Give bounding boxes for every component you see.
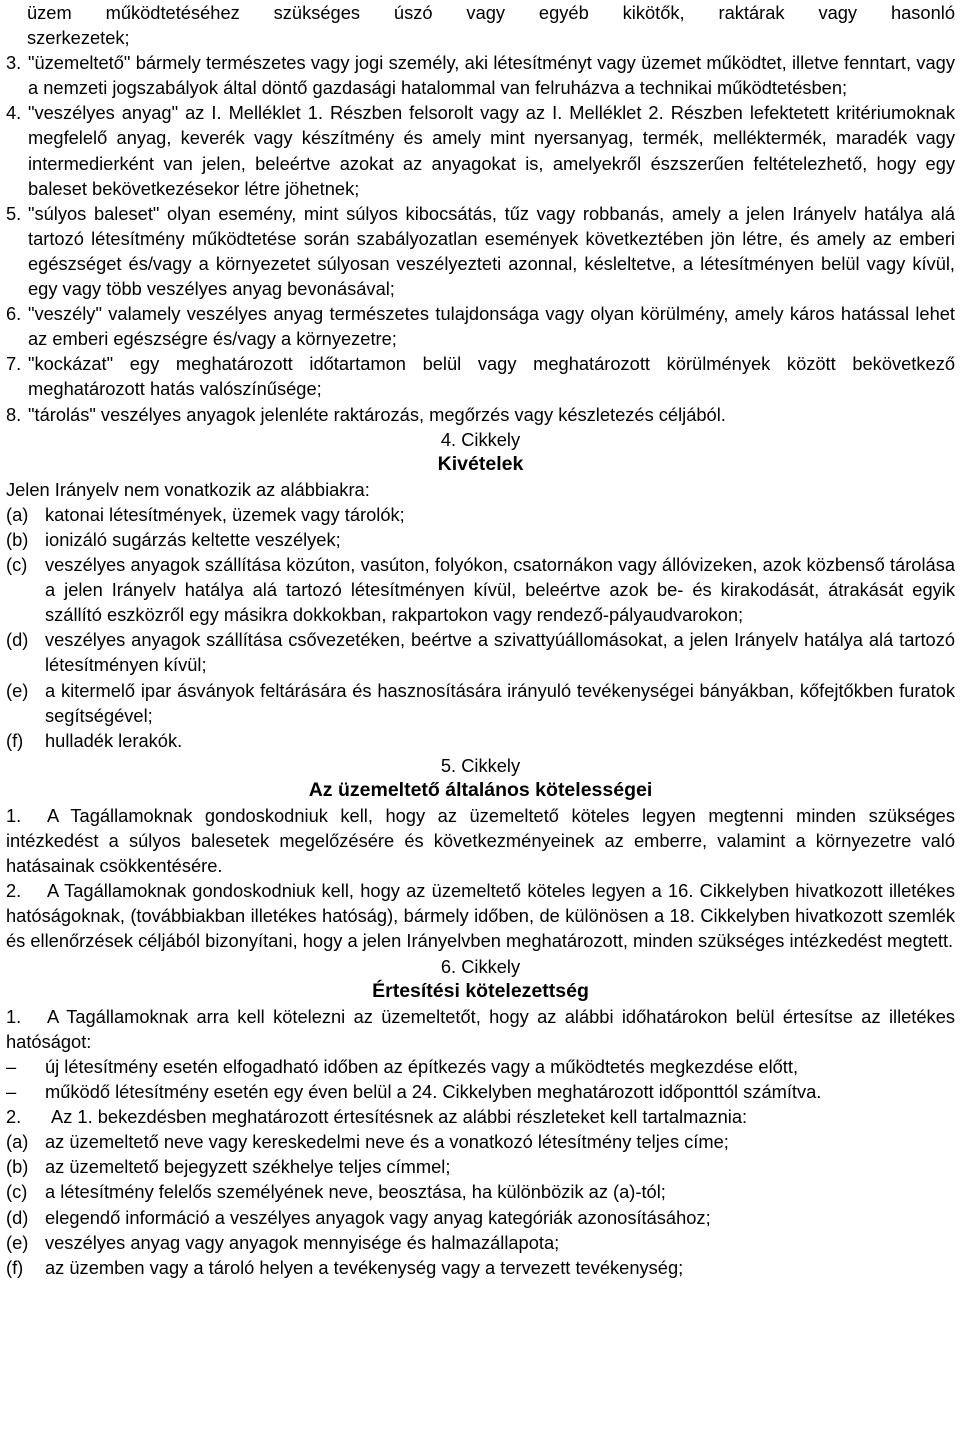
list-item (6, 527, 955, 552)
list-item (6, 1255, 955, 1280)
list-item-text: a kitermelő ipar ásványok feltárására és hasznosítására irányuló tevékenységei bányákban, kőfejtőkben furatok segítségével; (45, 679, 955, 726)
list-item (6, 1154, 955, 1179)
paragraph-text: A Tagállamoknak gondoskodniuk kell, hogy az üzemeltető köteles legyen a 16. Cikkelyben hivatkozott illetékes hatóságoknak, (továbbiakban illetékes hatóság), bármely időben, de különösen a 18. Cikkelyben hivatkozott szemlék és ellenőrzések céljából bizonyítani, hogy a jelen Irányelvben meghatározott, minden szükséges intézkedést megtett. (6, 880, 955, 952)
definition-item (6, 301, 955, 351)
dash-item (6, 1054, 955, 1079)
article-6-paragraph-1 (6, 1004, 955, 1054)
article-6-paragraph-2 (6, 1104, 955, 1129)
definition-number: 4. (6, 102, 22, 124)
list-item (6, 728, 955, 753)
list-item-text: elegendő információ a veszélyes anyagok vagy anyag kategóriák azonosításához; (45, 1206, 711, 1228)
definition-number: 8. (6, 403, 22, 425)
list-item-text: az üzemeltető bejegyzett székhelye teljes címmel; (45, 1156, 451, 1178)
article-5-paragraph (6, 878, 955, 953)
dash-item-text: új létesítmény esetén elfogadható időben az építkezés vagy a működtetés megkezdése előtt, (45, 1055, 799, 1077)
article-4-number: 4. Cikkely (440, 428, 521, 450)
list-item (6, 1230, 955, 1255)
article-4-intro: Jelen Irányelv nem vonatkozik az alábbiakra: (6, 478, 370, 500)
definition-text: "veszély" valamely veszélyes anyag természetes tulajdonsága vagy olyan körülmény, amely káros hatással lehet az emberi egészségre és/vagy a környezetre; (28, 303, 955, 350)
list-item-text: hulladék lerakók. (45, 729, 183, 751)
list-item (6, 552, 955, 627)
article-6-title: Értesítési kötelezettség (372, 979, 589, 1002)
list-item-label: (e) (6, 1231, 29, 1253)
paragraph-text: Az 1. bekezdésben meghatározott értesítésnek az alábbi részleteket kell tartalmaznia: (51, 1106, 748, 1128)
list-item-label: (d) (6, 629, 29, 651)
list-item-text: az üzemeltető neve vagy kereskedelmi neve és a vonatkozó létesítmény teljes címe; (45, 1131, 729, 1153)
dash-item (6, 1079, 955, 1104)
dash-icon: – (6, 1055, 17, 1077)
list-item-label: (d) (6, 1206, 29, 1228)
paragraph-number: 2. (6, 880, 22, 902)
definition-item (6, 201, 955, 301)
list-item (6, 678, 955, 728)
list-item-text: a létesítmény felelős személyének neve, beosztása, ha különbözik az (a)-tól; (45, 1181, 666, 1203)
continued-line-1: üzem működtetéséhez szükséges úszó vagy egyéb kikötők, raktárak vagy hasonló (27, 2, 955, 23)
article-6-number: 6. Cikkely (440, 955, 521, 977)
definitions-list (6, 50, 955, 426)
definition-item (6, 402, 955, 427)
article-6-dash-list (6, 1054, 955, 1104)
definition-text: "kockázat" egy meghatározott időtartamon belül vagy meghatározott körülmények között bekövetkező meghatározott hatás valószínűsége; (28, 353, 955, 400)
list-item-label: (e) (6, 679, 29, 701)
list-item-text: veszélyes anyagok szállítása csővezetéken, beértve a szivattyúállomásokat, a jelen Irányelv hatálya alá tartozó létesítményen kívül; (45, 629, 955, 676)
list-item-text: ionizáló sugárzás keltette veszélyek; (45, 528, 341, 550)
article-6-list (6, 1129, 955, 1280)
definition-number: 3. (6, 52, 22, 74)
paragraph-text: A Tagállamoknak gondoskodniuk kell, hogy az üzemeltető köteles legyen megtenni minden szükséges intézkedést a súlyos balesetek megelőzésére és következményeinek az emberre, valamint a környezetre való hatásainak csökkentésére. (6, 805, 955, 877)
list-item-label: (a) (6, 503, 29, 525)
definition-number: 5. (6, 202, 22, 224)
article-4-title: Kivételek (437, 452, 524, 475)
definition-text: "súlyos baleset" olyan esemény, mint súlyos kibocsátás, tűz vagy robbanás, amely a jelen Irányelv hatálya alá tartozó létesítmény működtetése során szabályozatlan események következtében jön létre, és amely az emberi egészséget és/vagy a környezetet súlyosan veszélyezteti azonnal, késleltetve, a létesítményen belül vagy kívül, egy vagy több veszélyes anyag bevonásával; (28, 202, 955, 300)
list-item-label: (f) (6, 1256, 24, 1278)
list-item (6, 1129, 955, 1154)
definition-item (6, 351, 955, 401)
continued-definition (6, 0, 955, 50)
article-5-title: Az üzemeltető általános kötelességei (308, 778, 653, 801)
list-item-label: (c) (6, 554, 28, 576)
list-item-label: (c) (6, 1181, 28, 1203)
definition-item (6, 50, 955, 100)
definition-number: 6. (6, 303, 22, 325)
list-item-text: az üzemben vagy a tároló helyen a tevékenység vagy a tervezett tevékenység; (45, 1256, 684, 1278)
continued-line-2: szerkezetek; (27, 27, 130, 49)
list-item (6, 1179, 955, 1204)
definition-item (6, 100, 955, 200)
list-item-label: (b) (6, 528, 29, 550)
definition-text: "üzemeltető" bármely természetes vagy jogi személy, aki létesítményt vagy üzemet működtet, illetve fenntart, vagy a nemzeti jogszabályok által döntő gazdasági hatalommal van felruházva a technikai működtetésben; (28, 52, 955, 99)
list-item-label: (a) (6, 1131, 29, 1153)
list-item (6, 1205, 955, 1230)
list-item-text: veszélyes anyagok szállítása közúton, vasúton, folyókon, csatornákon vagy állóvizeken, azok közbenső tárolása a jelen Irányelv hatálya alá tartozó létesítményen kívül, beleértve azok be- és kirakodását, átrakását egyik szállító eszközről egy másikra dokkokban, rakpartokon vagy rendező-pályaudvarokon; (45, 554, 955, 626)
list-item (6, 627, 955, 677)
article-5-paragraph (6, 803, 955, 878)
definition-text: "tárolás" veszélyes anyagok jelenléte raktározás, megőrzés vagy készletezés céljából. (28, 403, 726, 425)
paragraph-number: 1. (6, 1005, 22, 1027)
paragraph-number: 2. (6, 1106, 22, 1128)
dash-icon: – (6, 1081, 17, 1103)
list-item-text: veszélyes anyag vagy anyagok mennyisége és halmazállapota; (45, 1231, 560, 1253)
dash-item-text: működő létesítmény esetén egy éven belül a 24. Cikkelyben meghatározott időponttól számítva. (45, 1081, 822, 1103)
definition-text: "veszélyes anyag" az I. Melléklet 1. Részben felsorolt vagy az I. Melléklet 2. Részben lefektetett kritériumoknak megfelelő anyag, keverék vagy készítmény és amely mint nyersanyag, termék, melléktermék, maradék vagy intermedierként van jelen, beleértve azokat az anyagokat is, amelyekről észszerűen feltételezhető, hogy egy baleset bekövetkezésekor létre jöhetnek; (28, 102, 955, 199)
paragraph-text: A Tagállamoknak arra kell kötelezni az üzemeltetőt, hogy az alábbi időhatárokon belül értesítse az illetékes hatóságot: (6, 1005, 955, 1052)
list-item-label: (b) (6, 1156, 29, 1178)
definition-number: 7. (6, 353, 22, 375)
article-5-number: 5. Cikkely (440, 754, 521, 776)
paragraph-number: 1. (6, 805, 22, 826)
list-item-text: katonai létesítmények, üzemek vagy tárolók; (45, 503, 405, 525)
article-4-list (6, 502, 955, 753)
list-item (6, 502, 955, 527)
list-item-label: (f) (6, 729, 24, 751)
